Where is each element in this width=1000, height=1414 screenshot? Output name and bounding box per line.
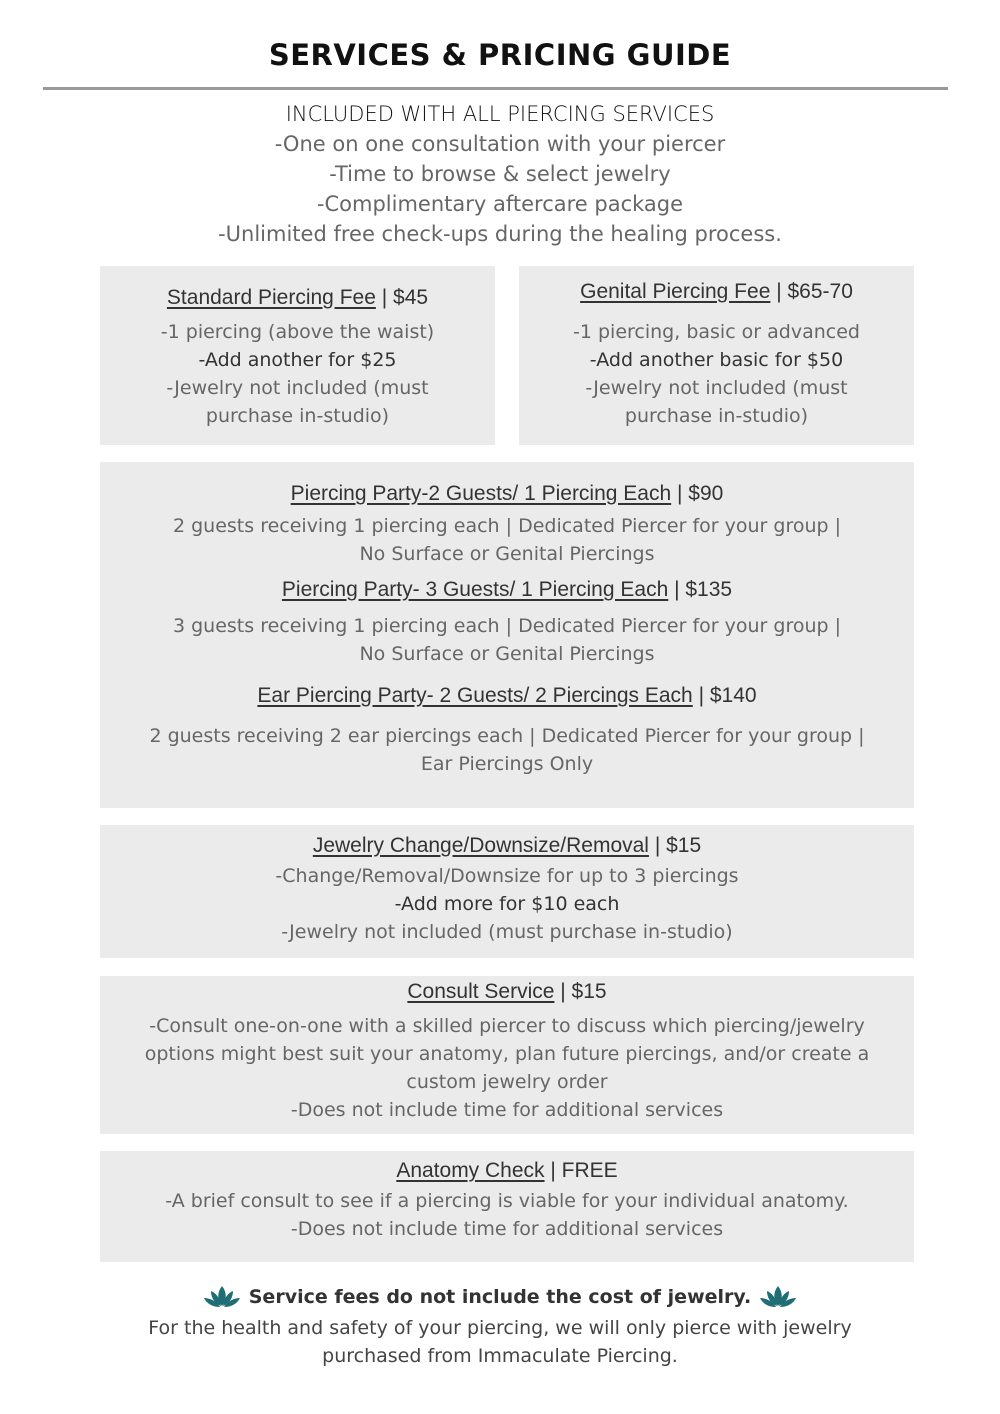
intro-section [0, 99, 1000, 249]
service-price: | $45 [375, 286, 429, 309]
party-title [100, 578, 914, 602]
intro-line: -Unlimited free check-ups during the healing process. [218, 222, 782, 246]
consult-service-card [100, 976, 914, 1134]
service-line: -Does not include time for additional services [290, 1099, 724, 1121]
service-line: custom jewelry order [406, 1071, 608, 1093]
service-price: | $15 [648, 834, 702, 857]
service-line: -Jewelry not included (must purchase in-studio) [281, 921, 733, 943]
intro-heading: INCLUDED WITH ALL PIERCING SERVICES [285, 102, 715, 126]
title-divider [43, 87, 948, 90]
service-price: | $65-70 [770, 280, 853, 303]
party-title [100, 482, 914, 506]
service-name: Jewelry Change/Downsize/Removal [312, 834, 649, 857]
standard-piercing-card [100, 266, 495, 445]
service-line: -Jewelry not included (must [166, 377, 429, 399]
party-title [100, 684, 914, 708]
intro-line: -Complimentary aftercare package [316, 192, 684, 216]
jewelry-change-card [100, 825, 914, 958]
service-line: Ear Piercings Only [420, 753, 594, 775]
service-line: -Consult one-on-one with a skilled piercer to discuss which piercing/jewelry [149, 1015, 865, 1037]
intro-line: -Time to browse & select jewelry [329, 162, 671, 186]
footer-line: For the health and safety of your piercing, we will only pierce with jewelry [148, 1317, 852, 1339]
genital-piercing-card [519, 266, 914, 445]
footer-bold-text: Service fees do not include the cost of jewelry. [248, 1286, 752, 1308]
piercing-party-card [100, 462, 914, 808]
intro-line: -One on one consultation with your piercer [274, 132, 726, 156]
footer-notice [201, 1284, 800, 1310]
footer [0, 1284, 1000, 1370]
service-line: No Surface or Genital Piercings [359, 643, 655, 665]
jewelry-change-title [100, 834, 914, 858]
service-line: options might best suit your anatomy, plan future piercings, and/or create a [144, 1043, 870, 1065]
service-name: Standard Piercing Fee [166, 286, 376, 309]
service-line: -Does not include time for additional services [290, 1218, 724, 1240]
consult-service-title [100, 980, 914, 1004]
lotus-icon [757, 1284, 799, 1310]
page-title: SERVICES & PRICING GUIDE [268, 38, 732, 72]
service-line: 3 guests receiving 1 piercing each | Dedicated Piercer for your group | [172, 615, 841, 637]
service-name: Anatomy Check [396, 1159, 545, 1182]
service-price: | $140 [692, 684, 757, 707]
genital-piercing-title [519, 280, 914, 304]
service-line: -Jewelry not included (must [585, 377, 848, 399]
standard-piercing-title [100, 286, 495, 310]
service-line: -Add another basic for $50 [589, 349, 844, 371]
service-line: -A brief consult to see if a piercing is viable for your individual anatomy. [165, 1190, 849, 1212]
footer-line: purchased from Immaculate Piercing. [322, 1345, 678, 1367]
service-name: Ear Piercing Party- 2 Guests/ 2 Piercings Each [257, 684, 693, 707]
service-line: 2 guests receiving 2 ear piercings each | Dedicated Piercer for your group | [149, 725, 865, 747]
service-price: | FREE [544, 1159, 618, 1182]
service-price: | $15 [554, 980, 607, 1003]
lotus-icon [201, 1284, 243, 1310]
service-line: -Change/Removal/Downsize for up to 3 piercings [275, 865, 739, 887]
service-name: Piercing Party-2 Guests/ 1 Piercing Each [290, 482, 672, 505]
service-price: | $135 [668, 578, 733, 601]
service-name: Genital Piercing Fee [580, 280, 771, 303]
service-name: Consult Service [407, 980, 555, 1003]
service-line: purchase in-studio) [624, 405, 809, 427]
service-line: 2 guests receiving 1 piercing each | Dedicated Piercer for your group | [172, 515, 841, 537]
anatomy-check-title [100, 1159, 914, 1183]
service-line: -1 piercing, basic or advanced [573, 321, 860, 343]
service-line: -Add another for $25 [198, 349, 397, 371]
anatomy-check-card [100, 1151, 914, 1262]
service-line: purchase in-studio) [205, 405, 390, 427]
service-line: No Surface or Genital Piercings [359, 543, 655, 565]
service-line: -Add more for $10 each [394, 893, 620, 915]
service-name: Piercing Party- 3 Guests/ 1 Piercing Each [281, 578, 669, 601]
service-price: | $90 [671, 482, 724, 505]
service-line: -1 piercing (above the waist) [160, 321, 435, 343]
